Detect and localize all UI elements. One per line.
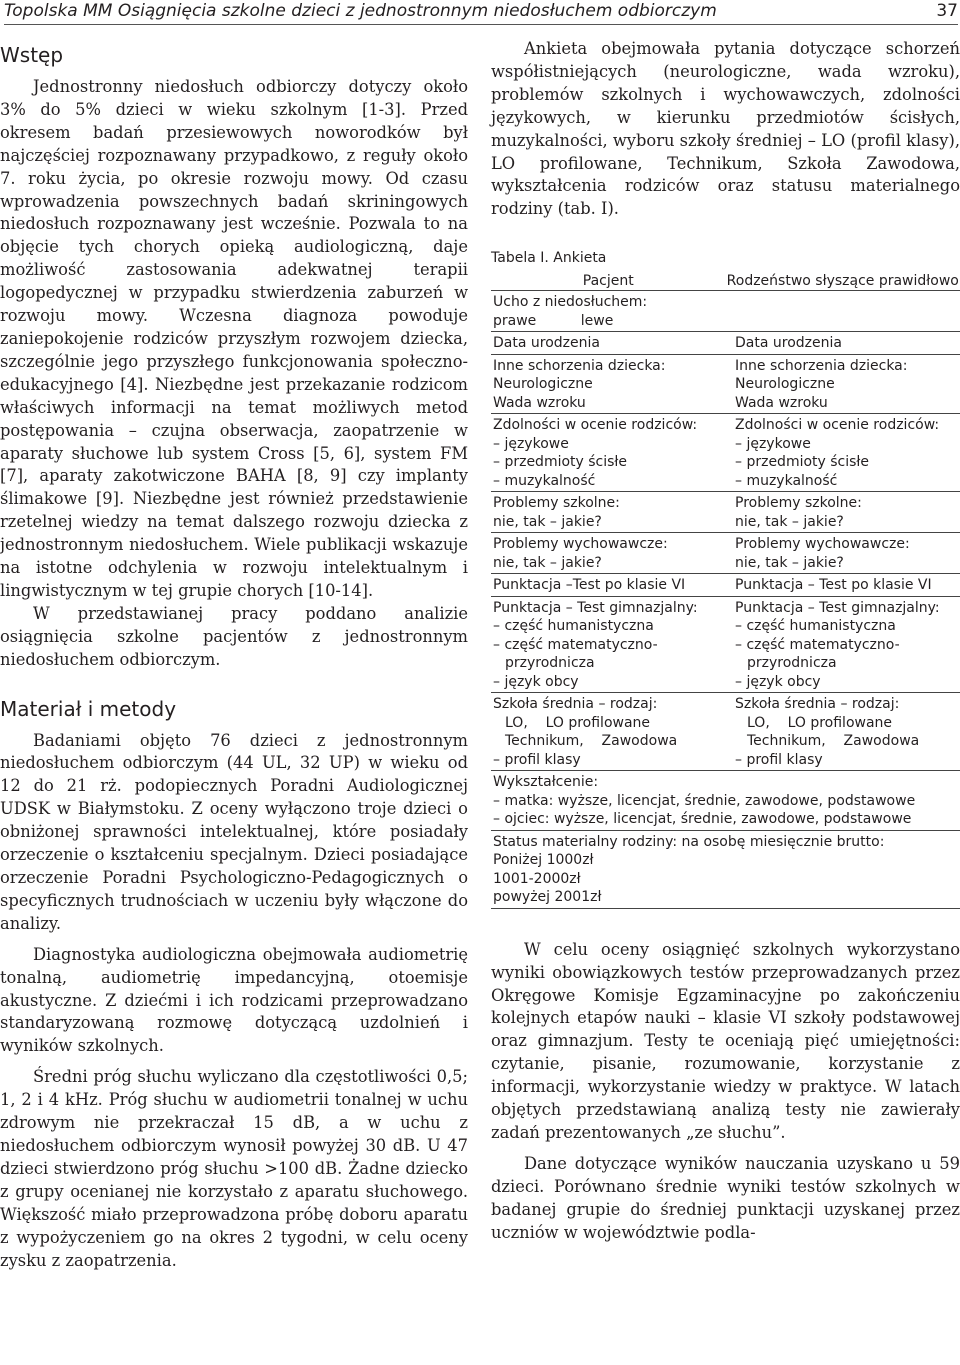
cell-text: Inne schorzenia dziecka: [735,357,908,374]
cell-text: Poniżej 1000zł [493,852,594,869]
cell-text: – część humanistyczna [735,618,896,635]
cell-text: Punktacja – Test gimnazjalny: [735,599,940,616]
paragraph: Badaniami objęto 76 dzieci z jednostronnym niedosłuchem odbiorczym (44 UL, 32 UP) w wieku od 12 do 21 rż. podopiecznych Poradni Audiologicznej UDSK w Białymstoku. Z oceny wyłączono troje dzieci o obniżonej sprawności intelektualnej, które posiadały orzeczenie o kształceniu specjalnym. Dzieci posiadające orzeczenie Poradni Psychologiczno-Pedagogicznych o specyficznych trudnościach w uczeniu były włączone do analizy. [0,730,468,933]
cell-text: Neurologiczne [493,376,593,393]
table-row [491,332,960,355]
cell-text: – język obcy [735,673,821,690]
cell-text: nie, tak – jakie? [493,513,602,530]
cell-text: – przedmioty ścisłe [735,454,870,471]
cell-text: Inne schorzenia dziecka: [493,357,666,374]
section-heading-intro: Wstęp [0,43,64,67]
table-row [491,355,960,415]
cell-text: Wykształcenie: [493,774,599,791]
cell-text: nie, tak – jakie? [735,513,844,530]
cell-text: – przedmioty ścisłe [493,454,628,471]
cell-text: – profil klasy [735,751,823,768]
cell-text: Problemy wychowawcze: [493,536,668,553]
cell-text: Data urodzenia [735,335,842,352]
cell-text: Technikum, Zawodowa [747,733,920,750]
cell-text: Neurologiczne [735,376,835,393]
cell-text: Punktacja – Test gimnazjalny: [493,599,698,616]
cell-text: LO, LO profilowane [505,714,651,731]
paragraph: W celu oceny osiągnięć szkolnych wykorzystano wyniki obowiązkowych testów przeprowadzanych przez Okręgowe Komisje Egzaminacyjne po zakończeniu kolejnych etapów nauki – klasie VI szkoły podstawowej oraz gimnazjum. Testy te oceniają pięć umiejętności: czytanie, pisanie, rozumowanie, korzystanie z informacji, wykorzystanie wiedzy w praktyce. W latach objętych przedstawianą analizą testy nie zawierały zadań prezentowanych „ze słuchu”. [491,939,960,1142]
cell-text: nie, tak – jakie? [493,554,602,571]
table-row [491,574,960,597]
cell-text: Status materialny rodziny: na osobę miesięcznie brutto: [493,833,885,850]
left-column [0,38,468,1272]
table-row [491,597,960,694]
paragraph: Dane dotyczące wyników nauczania uzyskano u 59 dzieci. Porównano średnie wyniki testów szkolnych w badanej grupie do średniej punktacji uzyskanej przez uczniów w województwie podla- [491,1153,960,1242]
cell-text: nie, tak – jakie? [735,554,844,571]
cell-text: przyrodnicza [747,655,837,672]
table-header [491,272,960,291]
cell-text: powyżej 2001zł [493,889,602,906]
cell-text: – część matematyczno- [735,636,900,653]
cell-text: Szkoła średnia – rodzaj: [735,696,900,713]
table-row [491,831,960,909]
cell-text: Problemy szkolne: [493,495,620,512]
right-column [491,38,960,1245]
page-number: 37 [936,1,958,21]
cell-text: – profil klasy [493,751,581,768]
cell-text: Punktacja –Test po klasie VI [493,577,686,594]
section-heading-methods: Materiał i metody [0,696,177,721]
table-caption: Tabela I. Ankieta [491,250,607,267]
cell-text: 1001-2000zł [493,870,581,887]
running-header [4,0,958,25]
cell-text: Data urodzenia [493,335,600,352]
table-row [491,290,960,332]
cell-text: Problemy wychowawcze: [735,536,910,553]
cell-text: prawe lewe [493,312,614,329]
table-row [491,693,960,771]
cell-text: – muzykalność [735,472,838,489]
cell-text: Wada wzroku [735,394,828,411]
cell-text: – językowe [735,435,811,452]
col-header-siblings: Rodzeństwo słyszące prawidłowo [726,272,959,289]
header-title: Topolska MM Osiągnięcia szkolne dzieci z jednostronnym niedosłuchem odbiorczym [4,1,717,21]
cell-text: Zdolności w ocenie rodziców: [735,417,940,434]
cell-text: Szkoła średnia – rodzaj: [493,696,658,713]
survey-table [491,249,960,909]
paragraph: Diagnostyka audiologiczna obejmowała audiometrię tonalną, audiometrię impedancyjną, otoemisje akustyczne. Z dziećmi i ich rodzicami przeprowadzano standaryzowaną rozmowę dotyczącą uzdolnień i wyników szkolnych. [0,944,468,1056]
cell-text: – część humanistyczna [493,618,654,635]
cell-text: – ojciec: wyższe, licencjat, średnie, zawodowe, podstawowe [493,811,912,828]
table-row [491,533,960,574]
paragraph: Ankieta obejmowała pytania dotyczące schorzeń współistniejących (neurologiczne, wada wzroku), problemów szkolnych i wychowawczych, zdolności językowych, w kierunku przedmiotów ścisłych, muzykalności, wyboru szkoły średniej – LO (profil klasy), LO profilowane, Technikum, Szkoła Zawodowa, wykształcenia rodziców oraz statusu materialnego rodziny (tab. I). [491,39,960,219]
paragraph: W przedstawianej pracy poddano analizie osiągnięcia szkolne pacjentów z jednostronnym niedosłuchem odbiorczym. [0,603,468,669]
cell-text: Zdolności w ocenie rodziców: [493,417,698,434]
table-row [491,414,960,492]
cell-text: – językowe [493,435,569,452]
cell-text: Problemy szkolne: [735,495,862,512]
cell-text: Punktacja – Test po klasie VI [735,577,932,594]
cell-text: Ucho z niedosłuchem: [493,294,648,311]
cell-text: Technikum, Zawodowa [505,733,678,750]
cell-text: – muzykalność [493,472,596,489]
col-header-patient: Pacjent [582,272,634,289]
cell-text: – część matematyczno- [493,636,658,653]
cell-text: – matka: wyższe, licencjat, średnie, zawodowe, podstawowe [493,792,916,809]
table-row [491,771,960,831]
table-row [491,492,960,533]
paragraph: Średni próg słuchu wyliczano dla częstotliwości 0,5; 1, 2 i 4 kHz. Próg słuchu w audiometrii tonalnej w uchu zdrowym nie przekraczał 15 dB, a w uchu z niedosłuchem odbiorczym wynosił powyżej 30 dB. U 47 dzieci stwierdzono próg słuchu >100 dB. Żadne dziecko z grupy ocenianej nie korzystało z aparatu słuchowego. Większość miało przeprowadzona próbę doboru aparatu z wypożyczeniem go na okres 2 tygodni, w celu oceny zysku z zaopatrzenia. [0,1067,468,1270]
cell-text: przyrodnicza [505,655,595,672]
cell-text: – język obcy [493,673,579,690]
cell-text: Wada wzroku [493,394,586,411]
cell-text: LO, LO profilowane [747,714,893,731]
paragraph: Jednostronny niedosłuch odbiorczy dotyczy około 3% do 5% dzieci w wieku szkolnym [1-3]. Przed okresem badań przesiewowych noworodków był najczęściej rozpoznawany przypadkowo, z reguły około 7. roku życia, po okresie rozwoju mowy. Od czasu wprowadzenia powszechnych badań skriningowych niedosłuch rozpoznawany jest wcześnie. Pozwala to na objęcie tych chorych opieką audiologiczną, daje możliwość zastosowania adekwatnej terapii logopedycznej w przypadku stwierdzenia zaburzeń w rozwoju mowy. Wczesna diagnoza powoduje zaniepokojenie rodziców przyszłym rozwojem dziecka, szczególnie jego przyszłego funkcjonowania społeczno-edukacyjnego [4]. Niezbędne jest przekazanie rodzicom właściwych informacji na temat możliwych metod postępowania – czujna obserwacja, zaopatrzenie w aparaty słuchowe lub system Cross [5, 6], system FM [7], aparaty zakotwiczone BAHA [8, 9] czy implanty ślimakowe [9]. Niezbędne jest również przedstawienie rzetelnej wiedzy na temat dalszego rozwoju dziecka z jednostronnym niedosłuchem. Wiele publikacji wskazuje na istotne odchylenia w rozwoju intelektualnym i lingwistycznym w tej grupie chorych [10-14]. [0,77,468,600]
